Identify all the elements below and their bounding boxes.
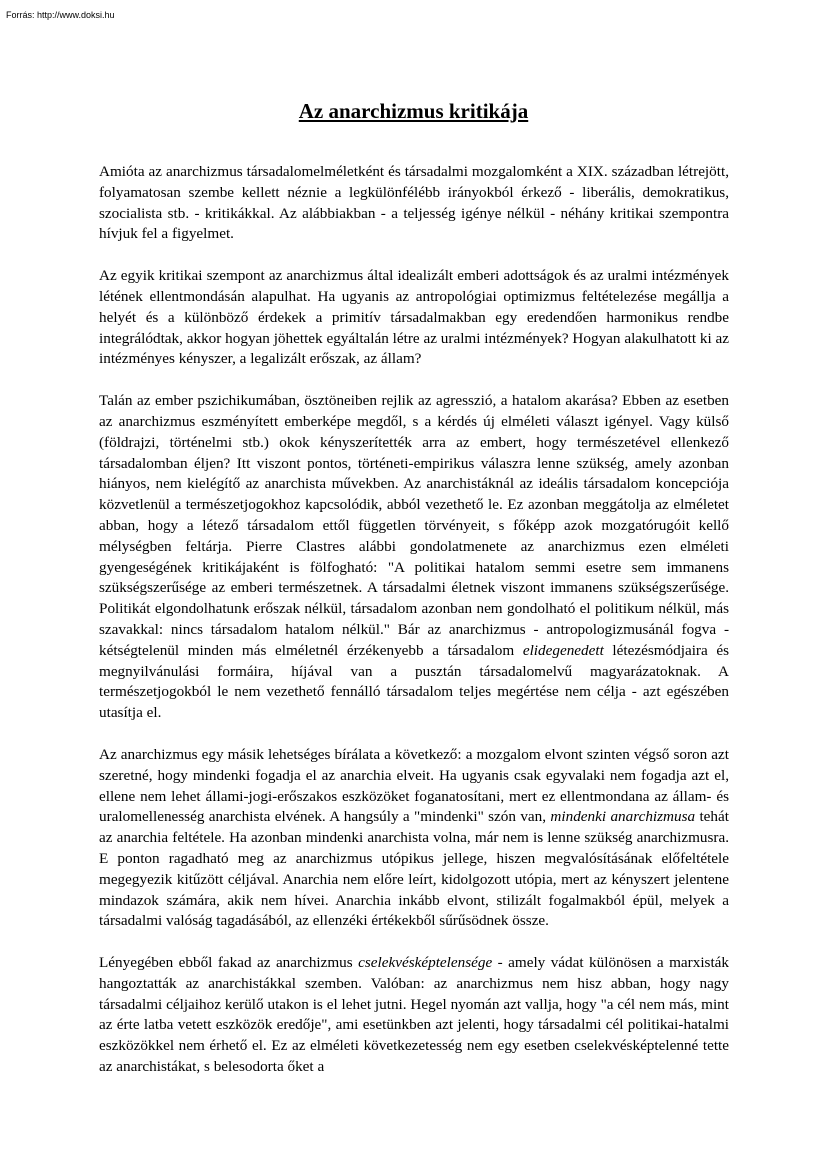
paragraph-second-critique: [99, 745, 729, 932]
source-line: Forrás: http://www.doksi.hu: [6, 10, 115, 20]
paragraph-human-nature: [99, 391, 729, 724]
paragraph-text: Az anarchizmus egy másik lehetséges bírálata a következő: a mozgalom elvont szinten végső soron azt szeretné, hogy mindenki fogadja el az anarchia elveit. Ha ugyanis csak egyvalaki nem fogadja azt el, ellene nem lehet állami-jogi-erőszakos eszközöket foganatosítani, mert ez ellentmondana az állam- és uralomellenesség anarchista elvének. A hangsúly a "mindenki" szón van,: [99, 745, 729, 826]
paragraph-inaction: [99, 953, 729, 1077]
paragraph-text: létezésmódjaira és megnyilvánulási formáira, híjával van a pusztán társadalomelvű magyarázatoknak. A természetjogokból le nem vezethető fennálló társadalom teljes megértése nem célja - azt egészében utasítja el.: [99, 641, 729, 722]
emphasized-term: cselekvésképtelensége: [358, 954, 493, 972]
paragraph-text: tehát az anarchia feltétele. Ha azonban mindenki anarchista volna, már nem is lenne szükség anarchizmusra. E ponton ragadható meg az anarchizmus utópikus jellege, hiszen megvalósításának előfeltétele megegyezik kitűzött céljával. Anarchia nem előre leírt, kidolgozott utópia, mert az kényszert jelentene mindazok számára, akik nem hívei. Anarchia inkább elvont, stilizált fogalmakból épül, melyek a társadalmi valóság tagadásából, az ellenzéki értékekből sűrűsödnek össze.: [99, 808, 729, 930]
emphasized-term: elidegenedett: [522, 641, 604, 659]
paragraph-intro: Amióta az anarchizmus társadalomelméletként és társadalmi mozgalomként a XIX. században létrejött, folyamatosan szembe kellett néznie a legkülönfélébb irányokból érkező - liberális, demokratikus, szocialista stb. - kritikákkal. Az alábbiakban - a teljesség igénye nélkül - néhány kritikai szempontra hívjuk fel a figyelmet.: [99, 163, 729, 243]
document-body: [99, 162, 729, 1077]
paragraph-text: Lényegében ebből fakad az anarchizmus: [99, 954, 359, 972]
emphasized-term: mindenki anarchizmusa: [550, 808, 696, 826]
paragraph-text: - amely vádat különösen a marxisták hangoztatták az anarchistákkal szemben. Valóban: az anarchizmus nem hisz abban, hogy nagy társadalmi céljaihoz kerülő utakon is el lehet jutni. Hegel nyomán azt vallja, hogy "a cél nem más, mint az érte latba vetett eszközök eredője", ami esetünkben azt jelenti, hogy társadalmi cél politikai-hatalmi eszközökkel nem érhető el. Ez az elméleti következetesség nem egy esetben cselekvésképtelenné tette az anarchistákat, s belesodorta őket a: [99, 954, 729, 1076]
paragraph-first-critique: Az egyik kritikai szempont az anarchizmus által idealizált emberi adottságok és az uralmi intézmények létének ellentmondásán alapulhat. Ha ugyanis az antropológiai optimizmus feltételezése megállja a helyét és a különböző érdekek a primitív társadalmakban egy eredendően harmonikus rendbe integrálódtak, akkor hogyan jöhettek egyáltalán létre az uralmi intézmények? Hogyan alakulhatott ki az intézményes kényszer, a legalizált erőszak, az állam?: [99, 267, 729, 368]
paragraph-text: Talán az ember pszichikumában, ösztöneiben rejlik az agresszió, a hatalom akarása? Ebben az esetben az anarchizmus eszményített emberképe megdől, s a kérdés új elméleti választ igényel. Vagy külső (földrajzi, történelmi stb.) okok kényszerítették arra az embert, hogy természetével ellenkező társadalomban éljen? Itt viszont pontos, történeti-empirikus válaszra lenne szükség, amely azonban hiányos, nem kielégítő az anarchista művekben. Az anarchistáknál az ideális társadalom koncepciója közvetlenül a természetjogokhoz kapcsolódik, abból vezethető le. Ez azonban meggátolja az elméletet abban, hogy a létező társadalom ettől független törvényeit, s főképp azok mozgatórugóit kellő mélységben feltárja. Pierre Clastres alábbi gondolatmenete az anarchizmus ezen elméleti gyengeségének kritikájaként is fölfogható: "A politikai hatalom semmi esetre sem immanens szükségszerűsége az emberi természetnek. A társadalmi életnek viszont immanens szükségszerűsége. Politikát elgondolhatunk erőszak nélkül, társadalom azonban nem gondolható el politikum nélkül, más szavakkal: nincs társadalom hatalom nélkül." Bár az anarchizmus - antropologizmusánál fogva - kétségtelenül minden más elméletnél érzékenyebb a társadalom: [99, 392, 729, 659]
document-title: Az anarchizmus kritikája: [298, 99, 529, 123]
